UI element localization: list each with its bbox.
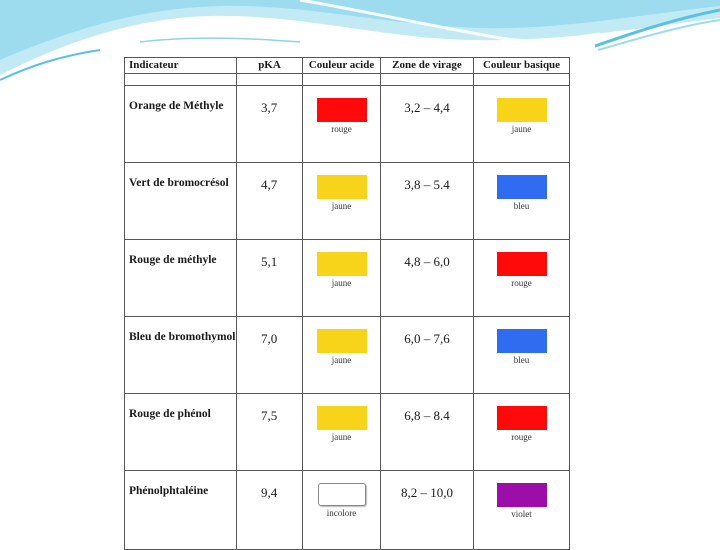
pka-value: 9,4 (237, 471, 303, 550)
base-color-swatch (497, 252, 547, 276)
base-color-swatch (497, 329, 547, 353)
acid-color-label: rouge (331, 124, 352, 134)
base-color-swatch (497, 483, 547, 507)
spacer-cell (381, 74, 474, 86)
transition-range: 6,8 – 8.4 (381, 394, 474, 471)
base-color-cell (474, 394, 570, 471)
base-color-cell (474, 163, 570, 240)
transition-range: 6,0 – 7,6 (381, 317, 474, 394)
header-zone-de-virage: Zone de virage (381, 58, 474, 74)
acid-color-cell (303, 86, 381, 163)
indicator-name: Phénolphtaléine (125, 471, 237, 550)
acid-color-cell (303, 240, 381, 317)
base-color-cell (474, 317, 570, 394)
pka-value: 7,0 (237, 317, 303, 394)
indicator-name: Vert de bromocrésol (125, 163, 237, 240)
base-color-label: jaune (511, 124, 532, 134)
acid-color-swatch (317, 252, 367, 276)
table-row (125, 317, 570, 394)
pka-value: 3,7 (237, 86, 303, 163)
base-color-swatch (497, 175, 547, 199)
base-color-label: violet (511, 509, 532, 519)
base-color-swatch (497, 98, 547, 122)
acid-color-cell (303, 394, 381, 471)
header-indicateur: Indicateur (125, 58, 237, 74)
indicator-name: Rouge de phénol (125, 394, 237, 471)
acid-color-label: jaune (331, 201, 352, 211)
indicator-table (124, 57, 570, 550)
header-couleur-basique: Couleur basique (474, 58, 570, 74)
spacer-cell (125, 74, 237, 86)
acid-color-swatch (317, 175, 367, 199)
spacer-cell (303, 74, 381, 86)
pka-value: 7,5 (237, 394, 303, 471)
table-row (125, 471, 570, 550)
indicator-name: Rouge de méthyle (125, 240, 237, 317)
transition-range: 4,8 – 6,0 (381, 240, 474, 317)
table-header-row (125, 58, 570, 74)
transition-range: 8,2 – 10,0 (381, 471, 474, 550)
header-couleur-acide: Couleur acide (303, 58, 381, 74)
acid-color-swatch (317, 329, 367, 353)
base-color-cell (474, 240, 570, 317)
base-color-label: rouge (511, 278, 532, 288)
acid-color-cell (303, 471, 381, 550)
base-color-label: bleu (513, 201, 530, 211)
acid-color-label: jaune (331, 432, 352, 442)
base-color-label: bleu (513, 355, 530, 365)
table-row (125, 86, 570, 163)
table-row (125, 240, 570, 317)
acid-color-swatch (318, 483, 366, 506)
indicator-name: Orange de Méthyle (125, 86, 237, 163)
acid-color-cell (303, 163, 381, 240)
pka-value: 4,7 (237, 163, 303, 240)
transition-range: 3,8 – 5.4 (381, 163, 474, 240)
header-spacer-row (125, 74, 570, 86)
base-color-label: rouge (511, 432, 532, 442)
acid-color-swatch (317, 406, 367, 430)
spacer-cell (237, 74, 303, 86)
table-row (125, 163, 570, 240)
acid-color-swatch (317, 98, 367, 122)
pka-value: 5,1 (237, 240, 303, 317)
base-color-cell (474, 86, 570, 163)
transition-range: 3,2 – 4,4 (381, 86, 474, 163)
acid-color-cell (303, 317, 381, 394)
base-color-cell (474, 471, 570, 550)
acid-color-label: jaune (331, 355, 352, 365)
base-color-swatch (497, 406, 547, 430)
spacer-cell (474, 74, 570, 86)
acid-color-label: jaune (331, 278, 352, 288)
header-pka: pKA (237, 58, 303, 74)
table-row (125, 394, 570, 471)
indicator-name: Bleu de bromothymol (125, 317, 237, 394)
acid-color-label: incolore (326, 508, 357, 518)
